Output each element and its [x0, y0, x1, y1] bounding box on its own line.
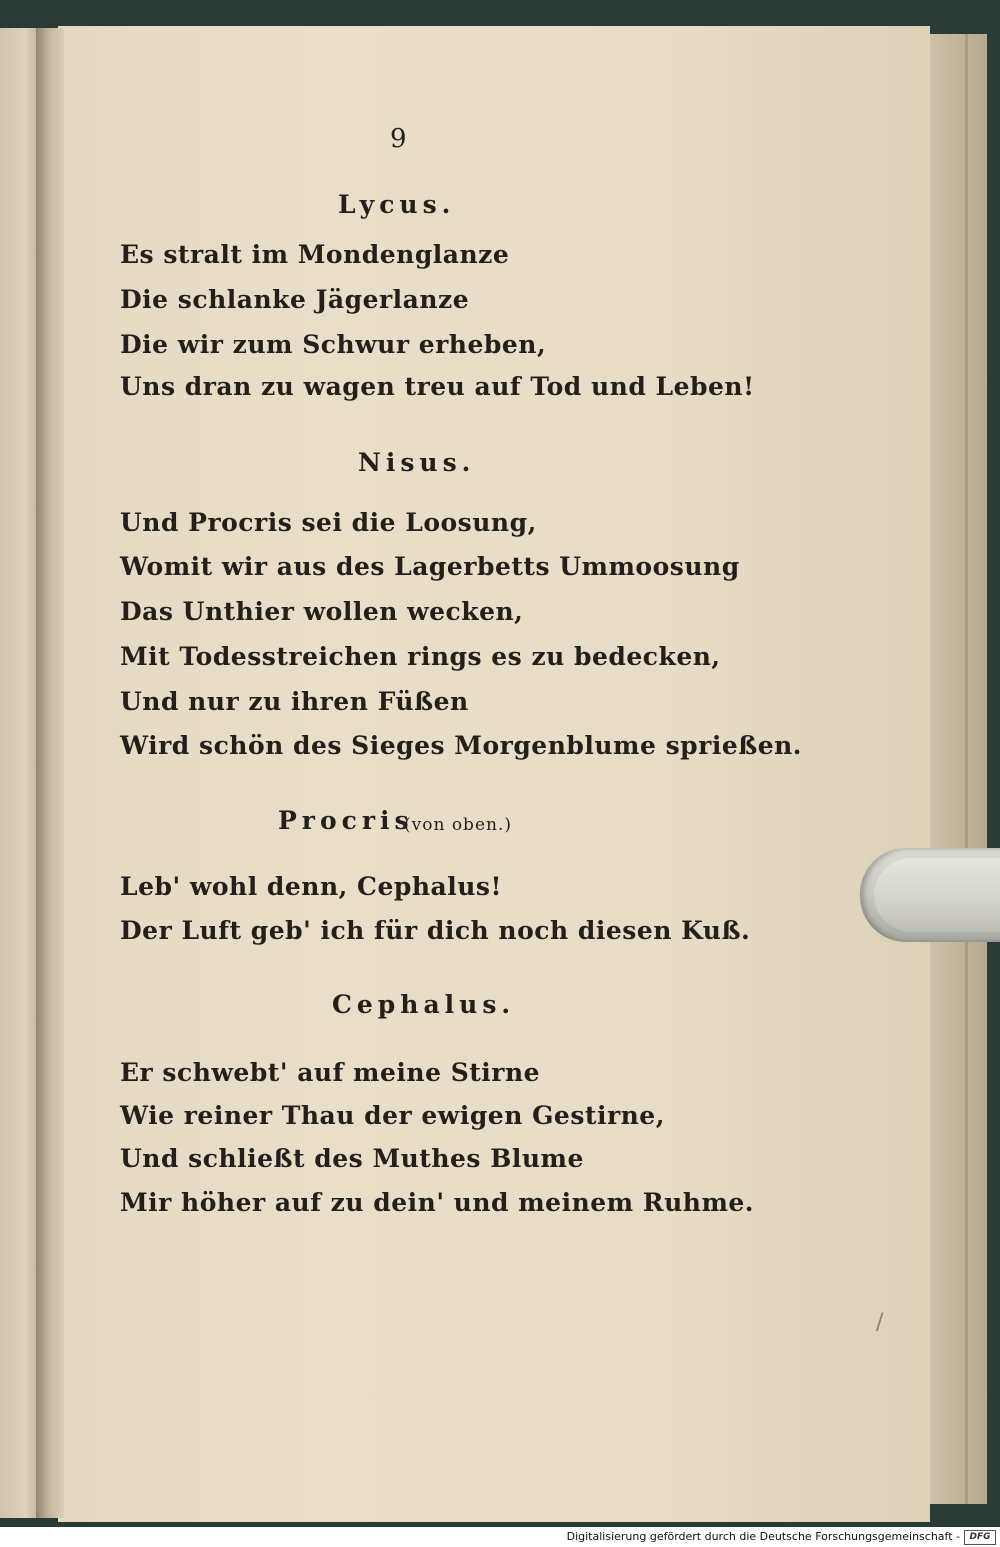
verse-line: Wird schön des Sieges Morgenblume sprießen. — [120, 731, 803, 760]
speaker-nisus: Nisus. — [358, 448, 476, 477]
verse-line: Und nur zu ihren Füßen — [120, 687, 469, 716]
verse-line: Mit Todesstreichen rings es zu bedecken, — [120, 642, 721, 671]
verse-line: Mir höher auf zu dein' und meinem Ruhme. — [120, 1188, 755, 1217]
verse-line: Das Unthier wollen wecken, — [120, 597, 524, 626]
verse-line: Leb' wohl denn, Cephalus! — [120, 872, 502, 901]
verse-line: Und Procris sei die Loosung, — [120, 508, 537, 537]
stage-direction: (von oben.) — [404, 815, 512, 835]
verse-line: Der Luft geb' ich für dich noch diesen Kuß. — [120, 916, 751, 945]
speaker-procris: Procris — [278, 806, 414, 835]
speaker-lycus: Lycus. — [338, 190, 456, 219]
page-number: 9 — [390, 124, 407, 154]
verse-line: Und schließt des Muthes Blume — [120, 1144, 584, 1173]
page-clip — [860, 848, 1000, 942]
verse-line: Die wir zum Schwur erheben, — [120, 330, 547, 359]
verse-line: Die schlanke Jägerlanze — [120, 285, 470, 314]
verse-line: Uns dran zu wagen treu auf Tod und Leben! — [120, 372, 755, 401]
verse-line: Womit wir aus des Lagerbetts Ummoosung — [120, 552, 740, 581]
footer-bar — [0, 1527, 1000, 1547]
book-gutter — [36, 28, 64, 1518]
verse-line: Wie reiner Thau der ewigen Gestirne, — [120, 1101, 665, 1130]
dfg-logo-icon: DFG — [964, 1530, 996, 1545]
page-clip-inner — [874, 858, 1000, 932]
speaker-cephalus: Cephalus. — [332, 990, 516, 1019]
ink-stain-mark: / — [876, 1310, 884, 1335]
verse-line: Er schwebt' auf meine Stirne — [120, 1058, 541, 1087]
verse-line: Es stralt im Mondenglanze — [120, 240, 510, 269]
footer-credit: Digitalisierung gefördert durch die Deutsche Forschungsgemeinschaft - — [566, 1530, 960, 1543]
